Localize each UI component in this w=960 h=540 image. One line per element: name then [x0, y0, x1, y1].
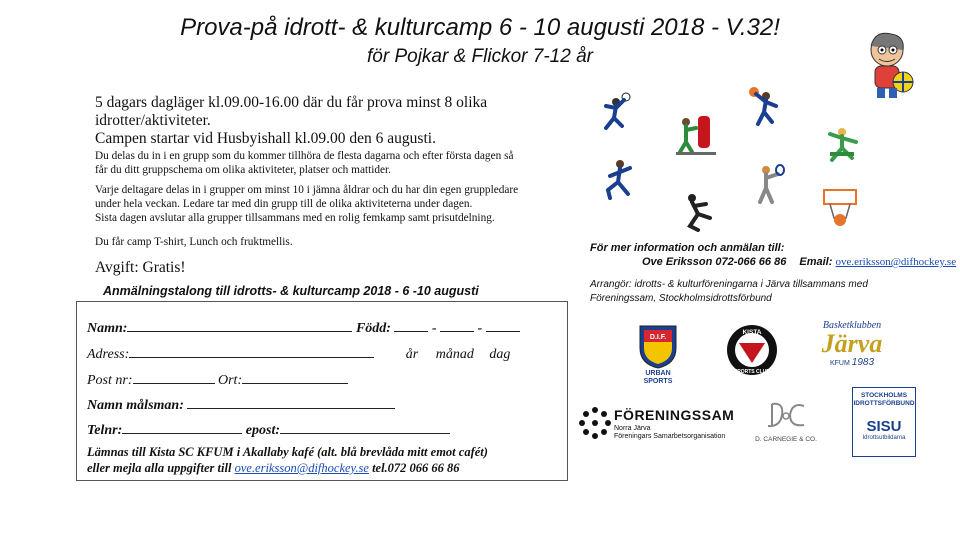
postal-row — [87, 370, 348, 389]
volleyball-player-icon — [596, 92, 636, 132]
organizer-info: Arrangör: idrotts- & kulturföreningarna i Järva tillsammans med Föreningssam, Stockholmsidrottsförbund — [590, 279, 868, 304]
postal-label: Post nr: — [87, 373, 133, 388]
year-label: år — [405, 347, 419, 362]
foreningssam-logo: FÖRENINGSSAM Norra Järva Föreningars Samarbetsorganisation — [578, 404, 738, 444]
sisu-stockholm-logo: STOCKHOLMS IDROTTSFÖRBUND SISU Idrottsutbildarna — [852, 387, 916, 457]
guardian-field[interactable] — [187, 395, 395, 409]
boxing-bag-icon — [676, 112, 716, 156]
name-row: Namn: Född: - - — [87, 318, 520, 337]
carnegie-monogram-icon — [764, 400, 808, 430]
born-day-field[interactable] — [486, 318, 520, 332]
email-label: epost: — [245, 423, 280, 438]
address-row — [87, 344, 510, 363]
intro-paragraph-2: Du delas du in i en grupp som du kommer tillhöra de flesta dagarna och efter första dagen så får du ditt gruppschema om olika aktiviteter, platser och mattider. — [95, 150, 514, 176]
basketball-player-icon — [746, 84, 782, 128]
page-title: Prova-på idrott- & kulturcamp 6 - 10 augusti 2018 - V.32! — [180, 14, 780, 41]
city-label: Ort: — [218, 373, 243, 388]
phone-field[interactable] — [122, 420, 242, 434]
dif-logo: D.I.F. URBAN SPORTS — [630, 320, 686, 390]
contact-email-label: Email: — [799, 256, 833, 268]
postal-field[interactable] — [133, 370, 215, 384]
contact-line — [642, 256, 960, 268]
foreningssam-star-icon — [578, 406, 612, 440]
guardian-label: Namn målsman: — [87, 398, 184, 413]
runner-icon — [598, 158, 638, 202]
sprinter-crouch-icon — [680, 192, 720, 234]
contact-person: Ove Eriksson 072-066 66 86 — [642, 256, 787, 268]
address-label: Adress: — [87, 347, 130, 362]
intro-paragraph-4: Du får camp T-shirt, Lunch och fruktmellis. — [95, 236, 293, 248]
svg-text:SPORTS CLUB: SPORTS CLUB — [734, 369, 770, 375]
born-year-field[interactable] — [394, 318, 428, 332]
submit-info: Lämnas till Kista SC KFUM i Akallaby kafé (alt. blå brevlåda mitt emot cafét) eller mejla alla uppgifter till ove.eriksson@difhockey.se tel.072 066 66 86 — [87, 445, 488, 475]
form-heading: Anmälningstalong till idrotts- & kulturcamp 2018 - 6 -10 augusti — [103, 284, 479, 298]
name-field[interactable] — [127, 318, 352, 332]
registration-form — [76, 301, 568, 481]
intro-paragraph-1: 5 dagars dagläger kl.09.00-16.00 där du får prova minst 8 olika idrotter/aktiviteter. Campen startar vid Husbyishall kl.09.00 den 6 augusti. — [95, 94, 488, 147]
dancer-icon — [822, 124, 862, 164]
born-label: Född: — [355, 321, 391, 336]
fee-text: Avgift: Gratis! — [95, 259, 186, 276]
address-field[interactable] — [129, 344, 374, 358]
born-month-field[interactable] — [440, 318, 474, 332]
basketklubben-jarva-logo: Basketklubben Järva KFUM 1983 — [821, 320, 883, 368]
name-label: Namn: — [87, 321, 128, 336]
svg-text:KISTA: KISTA — [742, 329, 762, 336]
kista-sports-club-logo — [724, 322, 780, 378]
email-field[interactable] — [280, 420, 450, 434]
page-subtitle: för Pojkar & Flickor 7-12 år — [367, 46, 593, 67]
submit-email-link[interactable]: ove.eriksson@difhockey.se — [234, 461, 369, 475]
mascot-icon — [855, 28, 915, 100]
phone-label: Telnr: — [87, 423, 123, 438]
contact-heading: För mer information och anmälan till: — [590, 242, 785, 254]
guardian-row — [87, 395, 395, 414]
basketball-hoop-icon — [820, 188, 860, 228]
svg-text:D.I.F.: D.I.F. — [649, 334, 667, 341]
day-label: dag — [489, 347, 511, 362]
phone-row — [87, 420, 450, 439]
contact-email-link[interactable]: ove.eriksson@difhockey.se — [835, 256, 957, 268]
dif-shield-icon — [638, 324, 678, 370]
carnegie-logo: D. CARNEGIE & CO. — [750, 400, 822, 450]
month-label: månad — [435, 347, 474, 362]
city-field[interactable] — [242, 370, 348, 384]
tennis-player-icon — [752, 164, 786, 206]
intro-paragraph-3: Varje deltagare delas in i grupper om minst 10 i jämna åldrar och du har din egen gruppledare under hela veckan. Ledare tar med din grupp till de olika aktiviteterna under dagen. Sista dagen avslutar alla grupper tillsammans med en rolig femkamp samt prisutdelning. — [95, 184, 519, 224]
